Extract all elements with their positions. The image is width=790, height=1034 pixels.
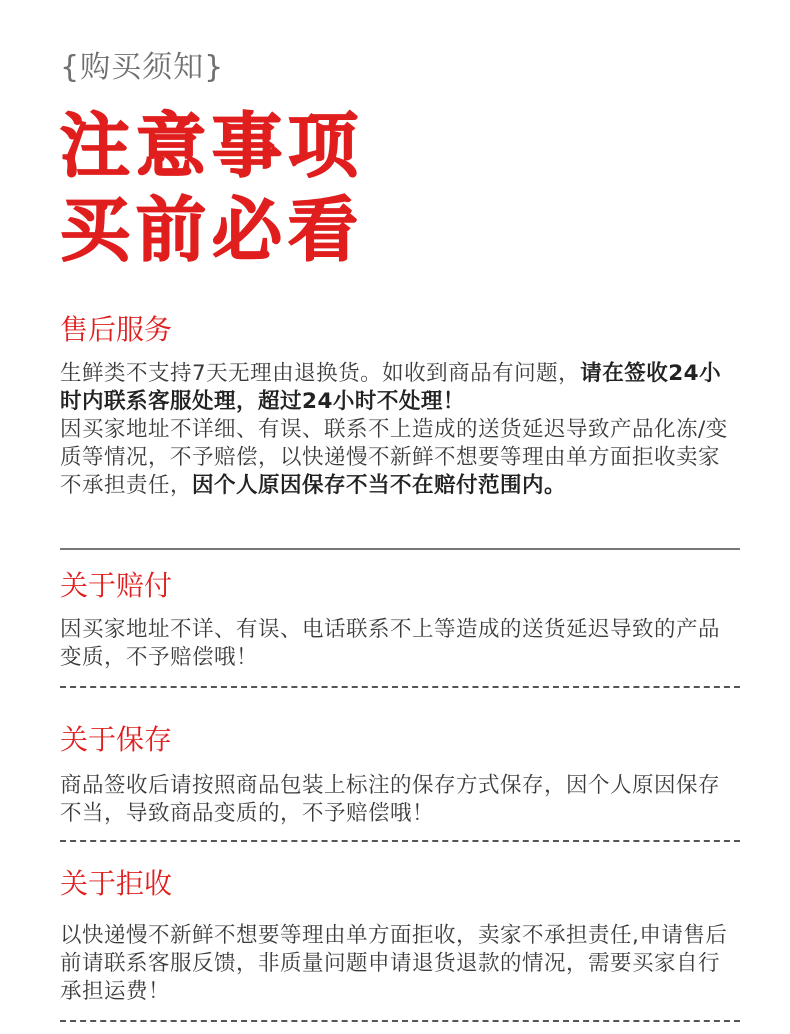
section-divider — [60, 548, 740, 550]
hero-title — [60, 104, 364, 272]
section-compensation — [60, 568, 740, 672]
dashed-divider — [60, 686, 740, 688]
text-run: 因买家地址不详、有误、电话联系不上等造成的送货延迟导致的产品变质，不予赔偿哦！ — [60, 617, 721, 670]
section-title: 售后服务 — [60, 313, 173, 346]
section-body — [60, 772, 740, 828]
text-run: 以快递慢不新鲜不想要等理由单方面拒收，卖家不承担责任,申请售后前请联系客服反馈，非质量问题申请退货退款的情况，需要买家自行承担运费！ — [60, 923, 728, 1004]
dashed-divider — [60, 1020, 740, 1022]
paragraph — [60, 360, 740, 416]
text-run: 生鲜类不支持7天无理由退换货。如收到商品有问题， — [60, 361, 581, 386]
paragraph — [60, 616, 740, 672]
paragraph — [60, 922, 740, 1006]
paragraph — [60, 772, 740, 828]
text-run: 商品签收后请按照商品包装上标注的保存方式保存，因个人原因保存不当，导致商品变质的，不予赔偿哦！ — [60, 773, 721, 826]
hero-line-1: 注意事项 — [60, 105, 364, 187]
notice-kicker: {购买须知} — [60, 50, 225, 85]
section-title: 关于赔付 — [60, 569, 173, 602]
text-run: 因买家地址不详细、有误、联系不上造成的送货延迟导致产品化冻/变质等情况，不予赔偿，以快递慢不新鲜不想要等理由单方面拒收卖家不承担责任， — [60, 417, 728, 498]
dashed-divider — [60, 840, 740, 842]
paragraph — [60, 416, 740, 500]
section-title: 关于拒收 — [60, 867, 173, 900]
bold-text-run: 因个人原因保存不当不在赔付范围内。 — [192, 473, 567, 498]
section-body — [60, 360, 740, 500]
hero-line-2: 买前必看 — [60, 189, 364, 271]
section-body — [60, 922, 740, 1006]
section-rejection — [60, 866, 740, 1006]
section-title: 关于保存 — [60, 723, 173, 756]
bold-text-run: 请在签收24小时内联系客服处理，超过24小时不处理！ — [60, 361, 722, 414]
section-storage — [60, 722, 740, 828]
section-body — [60, 616, 740, 672]
section-after-sales — [60, 312, 740, 500]
